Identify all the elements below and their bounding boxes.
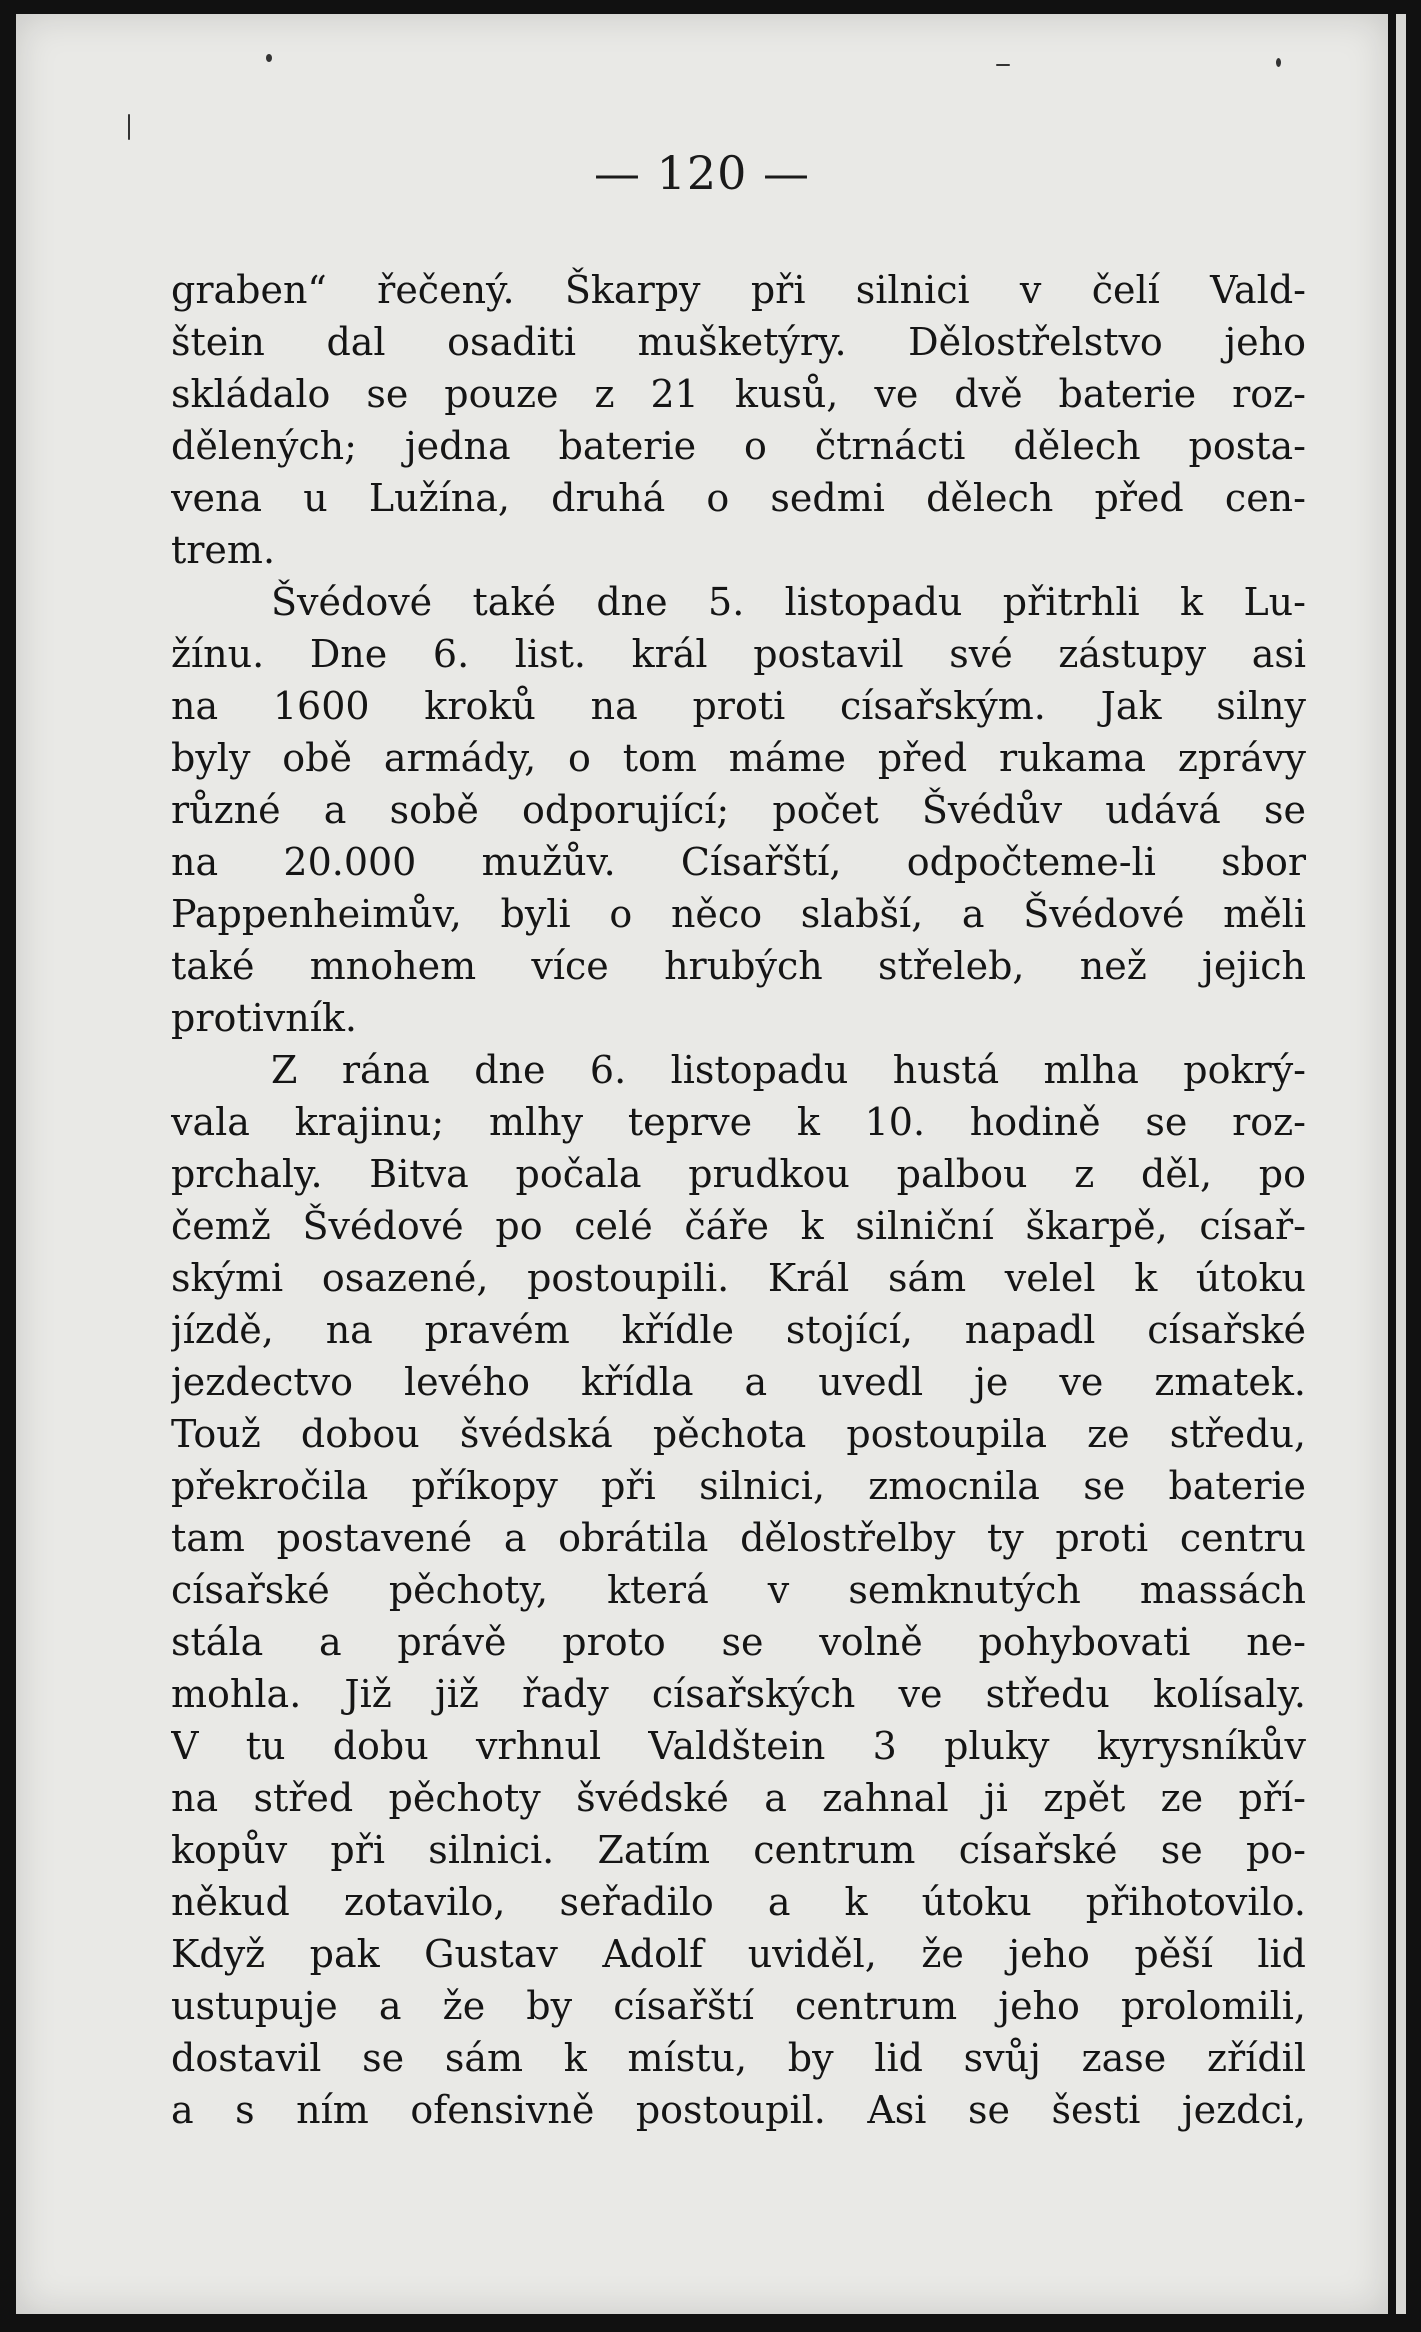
text-line: jízdě, na pravém křídle stojící, napadl císařské [171,1308,1306,1352]
text-line: Pappenheimův, byli o něco slabší, a Švédové měli [171,892,1306,936]
text-line: a s ním ofensivně postoupil. Asi se šesti jezdci, [171,2088,1306,2132]
text-line: vala krajinu; mlhy teprve k 10. hodině se roz- [171,1100,1306,1144]
text-line: protivník. [171,996,357,1040]
text-line: dostavil se sám k místu, by lid svůj zase zřídil [171,2036,1306,2080]
text-line: na střed pěchoty švédské a zahnal ji zpět ze pří- [171,1776,1306,1820]
text-line: císařské pěchoty, která v semknutých massách [171,1568,1306,1612]
text-line: skými osazené, postoupili. Král sám velel k útoku [171,1256,1306,1300]
scan-speck [1276,58,1281,67]
text-line: vena u Lužína, druhá o sedmi dělech před cen- [171,476,1306,520]
text-line: na 1600 kroků na proti císařským. Jak silny [171,684,1306,728]
scan-speck [266,54,272,62]
text-line: prchaly. Bitva počala prudkou palbou z děl, po [171,1152,1306,1196]
text-line: jezdectvo levého křídla a uvedl je ve zmatek. [171,1360,1306,1404]
text-line: mohla. Již již řady císařských ve středu kolísaly. [171,1672,1306,1716]
scan-speck [128,114,130,140]
text-line: kopův při silnici. Zatím centrum císařské se po- [171,1828,1306,1872]
text-line: stála a právě proto se volně pohybovati ne- [171,1620,1306,1664]
text-line: tam postavené a obrátila dělostřelby ty proti centru [171,1516,1306,1560]
text-line: různé a sobě odporující; počet Švédův udává se [171,788,1306,832]
text-line: V tu dobu vrhnul Valdštein 3 pluky kyrysníkův [171,1724,1306,1768]
text-line: Švédové také dne 5. listopadu přitrhli k Lu- [271,580,1306,624]
text-line: také mnohem více hrubých střeleb, než jejich [171,944,1306,988]
scan-speck [996,64,1010,66]
text-line: graben“ řečený. Škarpy při silnici v čelí Vald- [171,268,1306,312]
text-line: dělených; jedna baterie o čtrnácti dělech posta- [171,424,1306,468]
text-line: někud zotavilo, seřadilo a k útoku přihotovilo. [171,1880,1306,1924]
text-line: čemž Švédové po celé čáře k silniční škarpě, císař- [171,1204,1306,1248]
book-page [16,14,1388,2314]
text-line: na 20.000 mužův. Císařští, odpočteme-li sbor [171,840,1306,884]
text-line: štein dal osaditi mušketýry. Dělostřelstvo jeho [171,320,1306,364]
text-line: skládalo se pouze z 21 kusů, ve dvě baterie roz- [171,372,1306,416]
text-line: byly obě armády, o tom máme před rukama zprávy [171,736,1306,780]
text-line: Když pak Gustav Adolf uviděl, že jeho pěší lid [171,1932,1306,1976]
text-line: Z rána dne 6. listopadu hustá mlha pokrý- [271,1048,1306,1092]
text-line: Touž dobou švédská pěchota postoupila ze středu, [171,1412,1306,1456]
text-line: ustupuje a že by císařští centrum jeho prolomili, [171,1984,1306,2028]
body-text [171,264,1306,2136]
text-line: překročila příkopy při silnici, zmocnila se baterie [171,1464,1306,1508]
page-number: — 120 — [593,146,811,200]
text-line: trem. [171,528,276,572]
adjacent-page-edge [1396,14,1406,2314]
text-line: žínu. Dne 6. list. král postavil své zástupy asi [171,632,1306,676]
